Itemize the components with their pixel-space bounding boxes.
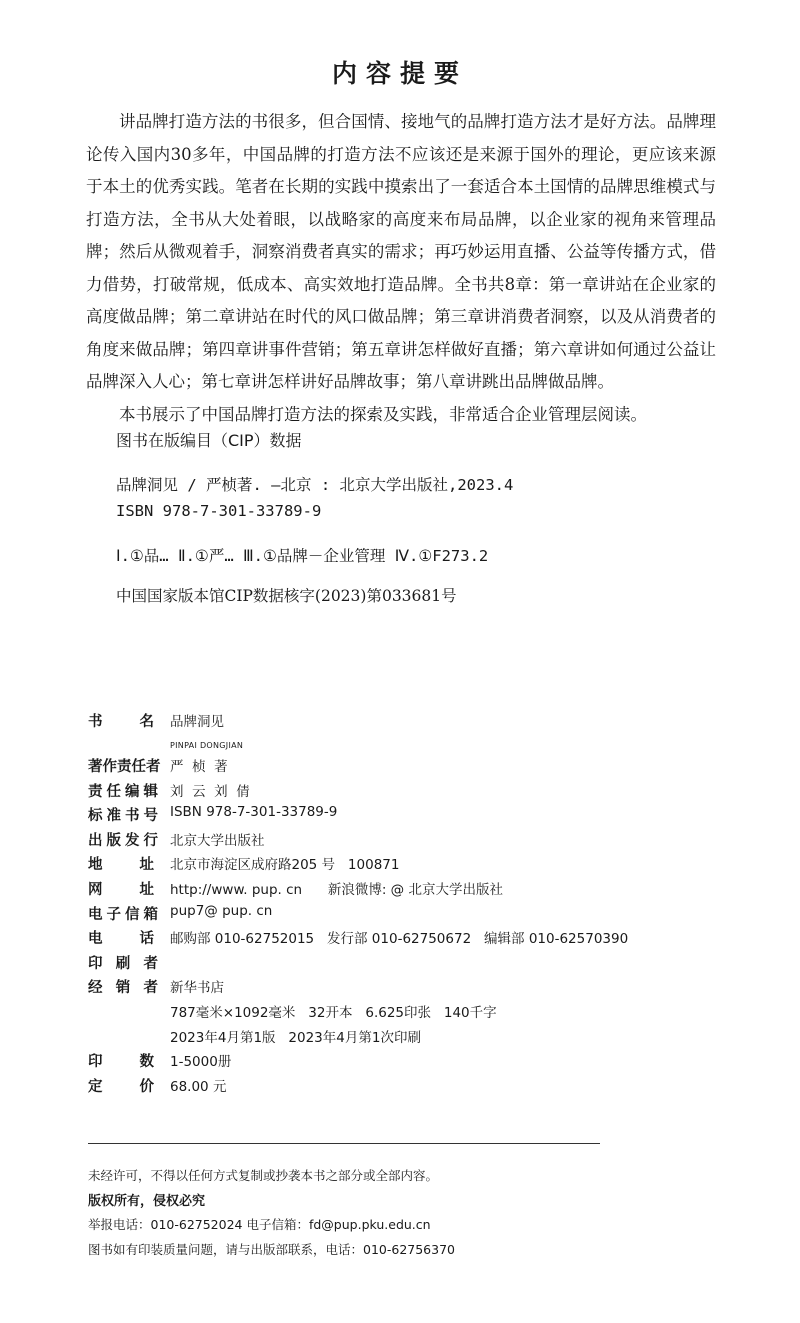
info-value: 品牌洞见	[170, 714, 224, 730]
info-label-char: 标	[88, 808, 103, 825]
info-value: 2023年4月第1版 2023年4月第1次印刷	[170, 1029, 421, 1046]
info-row	[88, 829, 688, 854]
info-label	[88, 952, 158, 973]
info-value: ISBN 978-7-301-33789-9	[170, 804, 338, 821]
divider	[88, 1143, 600, 1144]
info-row	[88, 710, 688, 735]
info-value: pup7@ pup. cn	[170, 902, 273, 919]
summary-paragraph: 本书展示了中国品牌打造方法的探索及实践，非常适合企业管理层阅读。	[119, 404, 647, 424]
info-label-char: 书	[88, 714, 103, 730]
info-label-char: 电	[88, 931, 103, 948]
info-label-char: 版	[106, 832, 121, 849]
info-label-char: 责	[88, 783, 103, 800]
info-row	[88, 903, 688, 928]
info-label-char: 销	[115, 980, 131, 997]
cip-classification-line: Ⅰ.①品… Ⅱ.①严… Ⅲ.①品牌－企业管理 Ⅳ.①F273.2	[116, 547, 489, 565]
cip-isbn-line: ISBN 978-7-301-33789-9	[116, 502, 322, 520]
info-label-char: 印	[88, 955, 103, 972]
info-row	[88, 878, 688, 903]
info-label-char: 者	[143, 955, 158, 972]
info-label	[88, 903, 158, 924]
info-row	[88, 804, 688, 829]
info-label-char: 话	[139, 931, 154, 948]
info-label-char: 责	[117, 759, 132, 775]
info-value: 北京大学出版社	[170, 832, 265, 849]
info-value: 邮购部 010-62752015 发行部 010-62750672 编辑部 010-62570390	[170, 931, 629, 948]
info-label	[88, 755, 161, 776]
info-label-char: 定	[88, 1078, 103, 1095]
info-row	[88, 755, 688, 780]
cip-heading: 图书在版编目（CIP）数据	[116, 431, 302, 450]
info-label-char: 地	[88, 857, 103, 874]
info-label-char: 网	[88, 882, 103, 898]
info-label-char: 刷	[115, 955, 131, 972]
report-contact: 举报电话：010-62752024 电子信箱：fd@pup.pku.edu.cn	[88, 1217, 431, 1232]
rights-reserved: 版权所有，侵权必究	[88, 1194, 206, 1209]
book-name-pinyin: PINPAI DONGJIAN	[170, 741, 244, 750]
info-label-char: 者	[143, 980, 158, 997]
info-label-char: 著	[88, 759, 103, 775]
info-label-char: 印	[88, 1054, 103, 1071]
info-label	[88, 853, 154, 874]
info-row	[88, 1050, 688, 1075]
info-label-char: 编	[125, 783, 140, 800]
info-label-char: 行	[143, 832, 158, 849]
quality-contact: 图书如有印装质量问题，请与出版部联系，电话：010-62756370	[88, 1242, 455, 1257]
summary-section	[86, 106, 716, 431]
info-value: 刘 云 刘 倩	[170, 783, 250, 800]
info-label-char: 名	[139, 714, 154, 730]
page-title: 内容提要	[331, 59, 468, 88]
info-label-char: 任	[106, 783, 121, 800]
info-label-char: 发	[125, 832, 140, 849]
info-value: 1-5000册	[170, 1054, 232, 1071]
info-row	[88, 1075, 688, 1100]
info-row	[88, 780, 688, 805]
info-label-char: 数	[139, 1054, 154, 1071]
info-label-char: 子	[106, 906, 121, 923]
info-label	[88, 1075, 154, 1096]
info-label	[88, 710, 154, 731]
summary-paragraph: 讲品牌打造方法的书很多，但合国情、接地气的品牌打造方法才是好方法。品牌理论传入国内30多年，中国品牌的打造方法不应该还是来源于国外的理论，更应该来源于本土的优秀实践。笔者在长期的实践中摸索出了一套适合本土国情的品牌思维模式与打造方法，全书从大处着眼，以战略家的高度来布局品牌，以企业家的视角来管理品牌；然后从微观着手，洞察消费者真实的需求；再巧妙运用直播、公益等传播方式，借力借势，打破常规，低成本、高实效地打造品牌。全书共8章：第一章讲站在企业家的高度做品牌；第二章讲站在时代的风口做品牌；第三章讲消费者洞察，以及从消费者的角度来做品牌；第四章讲事件营销；第五章讲怎样做好直播；第六章讲如何通过公益让品牌深入人心；第七章讲怎样讲好品牌故事；第八章讲跳出品牌做品牌。	[86, 112, 716, 391]
info-label-char: 号	[143, 808, 158, 825]
info-value: 严 桢 著	[170, 759, 228, 775]
info-value: 北京市海淀区成府路205 号 100871	[170, 857, 400, 874]
info-label	[88, 927, 154, 948]
info-row	[88, 952, 688, 977]
info-label-char: 址	[139, 882, 154, 898]
info-label-char: 信	[125, 906, 140, 923]
info-row	[88, 1001, 688, 1026]
info-label-char: 准	[106, 808, 121, 825]
info-value: 787毫米×1092毫米 32开本 6.625印张 140千字	[170, 1005, 497, 1021]
info-label	[88, 829, 158, 850]
info-value: 68.00 元	[170, 1078, 227, 1095]
info-label-char: 电	[88, 906, 103, 923]
info-row	[88, 853, 688, 878]
info-label-char: 辑	[143, 783, 158, 800]
copy-notice: 未经许可，不得以任何方式复制或抄袭本书之部分或全部内容。	[88, 1168, 439, 1183]
info-label	[88, 1050, 154, 1071]
info-label-char: 箱	[143, 906, 158, 923]
info-label	[88, 780, 158, 801]
info-row	[88, 1026, 688, 1051]
info-label-char: 书	[125, 808, 140, 825]
cip-number-line: 中国国家版本馆CIP数据核字(2023)第033681号	[116, 587, 457, 605]
info-row	[88, 976, 688, 1001]
info-label	[88, 976, 158, 997]
info-value: 新华书店	[170, 980, 224, 997]
info-label	[88, 878, 154, 899]
info-row	[88, 927, 688, 952]
cip-title-line: 品牌洞见 / 严桢著. —北京 : 北京大学出版社,2023.4	[116, 476, 514, 494]
info-label-char: 作	[102, 759, 117, 775]
info-label-char: 价	[139, 1078, 154, 1095]
info-label-char: 经	[88, 980, 103, 997]
info-label	[88, 804, 158, 825]
info-label-char: 者	[146, 759, 161, 775]
info-value: http://www. pup. cn 新浪微博: @ 北京大学出版社	[170, 882, 503, 898]
info-label-char: 任	[131, 759, 146, 775]
info-label-char: 址	[139, 857, 154, 874]
info-label-char: 出	[88, 832, 103, 849]
